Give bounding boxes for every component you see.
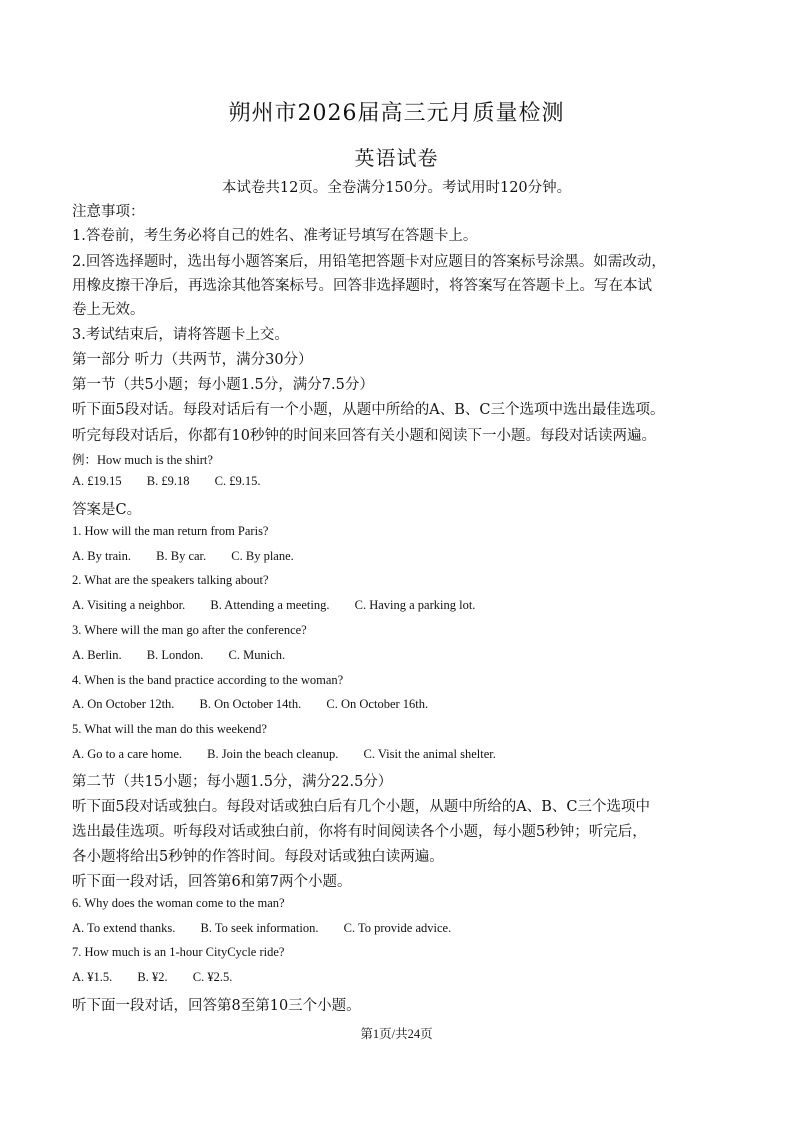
option: A. To extend thanks. — [72, 921, 176, 935]
option: C. £9.15. — [214, 474, 261, 488]
page-title: 朔州市2026届高三元月质量检测 — [228, 101, 565, 126]
question-1: 1. How will the man return from Paris? — [72, 524, 269, 538]
option: C. On October 16th. — [326, 697, 429, 711]
dialogue-intro-2: 听下面一段对话，回答第8至第10三个小题。 — [72, 998, 361, 1014]
page-footer: 第1页/共24页 — [360, 1027, 433, 1041]
notes-heading: 注意事项： — [72, 204, 145, 220]
question-6: 6. Why does the woman come to the man? — [72, 896, 285, 910]
option: A. £19.15 — [72, 474, 122, 488]
option: B. Join the beach cleanup. — [207, 747, 339, 761]
option: B. £9.18 — [146, 474, 190, 488]
question-3: 3. Where will the man go after the conference? — [72, 623, 307, 637]
exam-intro: 本试卷共12页。全卷满分150分。考试用时120分钟。 — [221, 180, 572, 196]
section1-heading: 第一节（共5小题；每小题1.5分，满分7.5分） — [72, 377, 374, 393]
example-answer: 答案是C。 — [72, 502, 142, 518]
question-6-options — [72, 921, 473, 936]
part1-heading: 第一部分 听力（共两节，满分30分） — [72, 352, 313, 368]
section2-instruction-1: 听下面5段对话或独白。每段对话或独白后有几个小题，从题中所给的A、B、C三个选项中 — [72, 799, 650, 815]
question-3-options — [72, 648, 307, 663]
question-7: 7. How much is an 1-hour CityCycle ride? — [72, 945, 285, 959]
option: A. ¥1.5. — [72, 970, 113, 984]
option: C. Visit the animal shelter. — [363, 747, 496, 761]
option: C. Munich. — [228, 648, 286, 662]
question-5-options — [72, 747, 518, 762]
question-4: 4. When is the band practice according to the woman? — [72, 673, 344, 687]
note-2-line-1: 2.回答选择题时，选出每小题答案后，用铅笔把答题卡对应题目的答案标号涂黑。如需改动， — [72, 254, 666, 270]
section2-instruction-3: 各小题将给出5秒钟的作答时间。每段对话或独白读两遍。 — [72, 849, 444, 865]
option: A. On October 12th. — [72, 697, 175, 711]
option: B. On October 14th. — [199, 697, 302, 711]
option: C. By plane. — [231, 549, 294, 563]
option: A. Berlin. — [72, 648, 122, 662]
section1-instruction-2: 听完每段对话后，你都有10秒钟的时间来回答有关小题和阅读下一小题。每段对话读两遍。 — [72, 428, 656, 444]
note-2-line-2: 用橡皮擦干净后，再选涂其他答案标号。回答非选择题时，将答案写在答题卡上。写在本试 — [72, 278, 652, 294]
note-3: 3.考试结束后，请将答题卡上交。 — [72, 327, 289, 343]
question-2: 2. What are the speakers talking about? — [72, 573, 269, 587]
option: A. Visiting a neighbor. — [72, 598, 186, 612]
question-4-options — [72, 697, 450, 712]
example-options — [72, 474, 282, 489]
option: C. ¥2.5. — [192, 970, 233, 984]
option: B. By car. — [156, 549, 207, 563]
section2-heading: 第二节（共15小题；每小题1.5分，满分22.5分） — [72, 774, 393, 790]
question-7-options — [72, 970, 254, 985]
note-2-line-3: 卷上无效。 — [72, 302, 145, 318]
option: B. London. — [146, 648, 204, 662]
dialogue-intro-1: 听下面一段对话，回答第6和第7两个小题。 — [72, 874, 352, 890]
page-subtitle: 英语试卷 — [354, 146, 439, 170]
option: A. By train. — [72, 549, 132, 563]
option: C. Having a parking lot. — [354, 598, 476, 612]
section1-instruction-1: 听下面5段对话。每段对话后有一个小题，从题中所给的A、B、C三个选项中选出最佳选项。 — [72, 402, 665, 418]
section2-instruction-2: 选出最佳选项。听每段对话或独白前，你将有时间阅读各个小题，每小题5秒钟；听完后， — [72, 824, 647, 840]
question-5: 5. What will the man do this weekend? — [72, 722, 267, 736]
example-question: 例：How much is the shirt? — [72, 453, 213, 467]
option: B. To seek information. — [200, 921, 319, 935]
option: C. To provide advice. — [343, 921, 452, 935]
question-2-options — [72, 598, 497, 613]
question-1-options — [72, 549, 316, 564]
option: B. ¥2. — [137, 970, 168, 984]
option: B. Attending a meeting. — [210, 598, 330, 612]
note-1: 1.答卷前，考生务必将自己的姓名、准考证号填写在答题卡上。 — [72, 228, 478, 244]
option: A. Go to a care home. — [72, 747, 183, 761]
